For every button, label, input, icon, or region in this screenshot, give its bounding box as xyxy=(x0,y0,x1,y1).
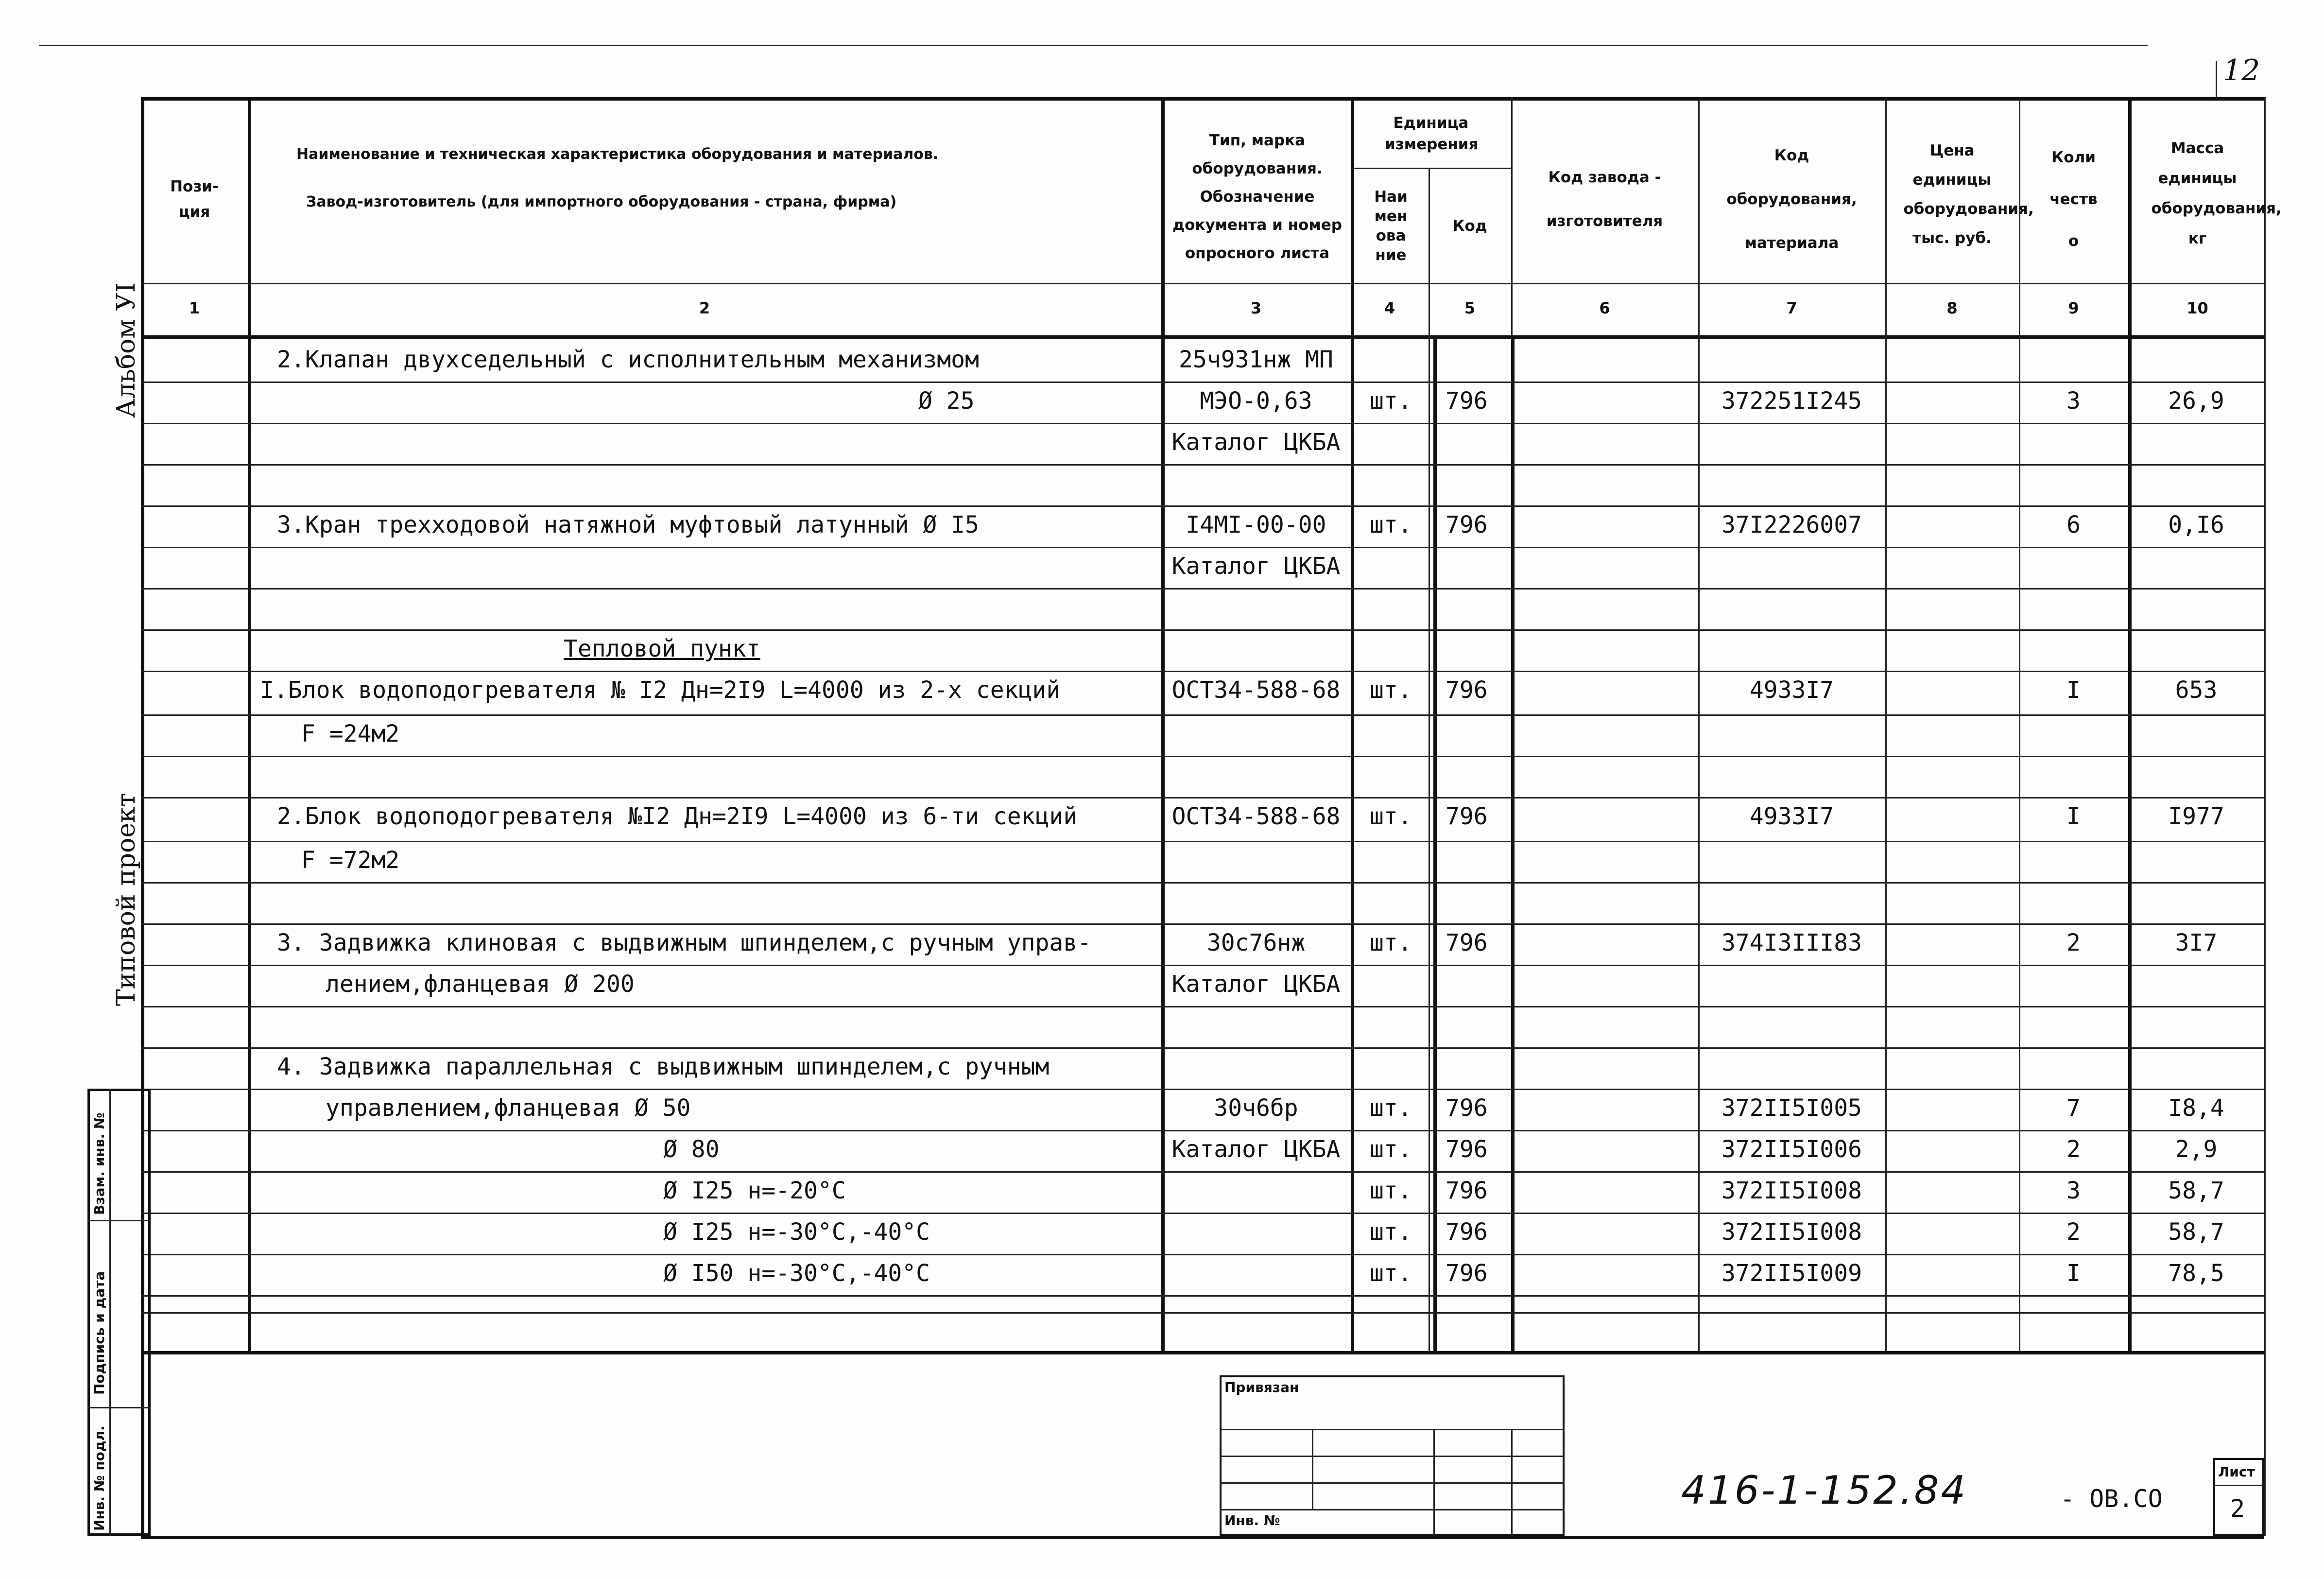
cell-material-code: 372II5I005 xyxy=(1721,1094,1862,1122)
cell-name: 3.Кран трехходовой натяжной муфтовый латунный Ø I5 xyxy=(277,511,979,538)
cell-type: Каталог ЦКБА xyxy=(1171,1136,1341,1163)
cell-unit-code: 796 xyxy=(1446,1218,1488,1246)
col-num-9: 9 xyxy=(2068,299,2079,317)
cell-quantity: 7 xyxy=(2066,1094,2081,1122)
cell-quantity: 3 xyxy=(2066,387,2081,415)
cell-name: лением,фланцевая Ø 200 xyxy=(326,971,635,998)
cell-quantity: 6 xyxy=(2066,511,2081,538)
privyazan-h1 xyxy=(1220,1429,1565,1430)
row-line xyxy=(141,923,2264,925)
left-stamp-hline-2 xyxy=(87,1407,151,1408)
cell-name: Ø I25 н=-20°С xyxy=(663,1177,846,1204)
cell-type: 30ч6бр xyxy=(1214,1094,1298,1122)
row-line xyxy=(141,1089,2264,1090)
col-num-3: 3 xyxy=(1250,299,1262,317)
header-unit-name xyxy=(1356,173,1426,279)
header-equip-code-text: Код оборудования, материала xyxy=(1726,147,1857,252)
header-price-text: Цена единицы оборудования, тыс. руб. xyxy=(1903,142,2034,247)
header-unit-code xyxy=(1431,173,1509,279)
cell-name: 4. Задвижка параллельная с выдвижным шпинделем,с ручным xyxy=(277,1053,1050,1080)
cell-mass: 3I7 xyxy=(2175,929,2218,956)
cell-unit: шт. xyxy=(1370,1136,1412,1163)
cell-unit: шт. xyxy=(1370,677,1412,704)
row-line xyxy=(141,797,2264,798)
cell-mass: 26,9 xyxy=(2168,387,2224,415)
table-right-border xyxy=(2264,97,2266,1536)
header-name-line1: Наименование и техническая характеристика оборудования и материалов. xyxy=(296,146,939,163)
privyazan-h2 xyxy=(1220,1456,1565,1457)
cell-type: ОСТ34-588-68 xyxy=(1171,803,1341,830)
cell-type: I4МI-00-00 xyxy=(1186,511,1326,538)
header-unit-code-text: Код xyxy=(1452,217,1487,235)
cell-unit-code: 796 xyxy=(1446,803,1488,830)
header-unit-name-text: Наименование xyxy=(1374,188,1408,264)
inv-no-label: Инв. № xyxy=(1224,1512,1280,1528)
cell-unit-code: 796 xyxy=(1446,387,1488,415)
stamp-signature-date: Подпись и дата xyxy=(91,1271,107,1395)
row-line xyxy=(141,464,2264,466)
cell-type: МЭО-0,63 xyxy=(1200,387,1312,415)
row-line xyxy=(141,841,2264,842)
cell-name: F =24м2 xyxy=(301,720,400,747)
header-unit-text: Единица измерения xyxy=(1385,114,1479,153)
cell-unit: шт. xyxy=(1370,387,1412,415)
cell-name: F =72м2 xyxy=(301,847,400,874)
header-name-line2: Завод-изготовитель (для импортного оборудования - страна, фирма) xyxy=(306,193,897,210)
page-number: 12 xyxy=(2223,53,2260,87)
cell-material-code: 4933I7 xyxy=(1749,803,1834,830)
cell-unit: шт. xyxy=(1370,803,1412,830)
row-line xyxy=(141,756,2264,757)
header-position-text: Пози- ция xyxy=(170,178,219,221)
cell-name: 3. Задвижка клиновая с выдвижным шпинделем,с ручным управ- xyxy=(277,929,1092,956)
col-divider-4 xyxy=(1429,168,1430,1351)
cell-mass: 653 xyxy=(2175,677,2218,704)
cell-quantity: 2 xyxy=(2066,929,2081,956)
cell-unit: шт. xyxy=(1370,929,1412,956)
cell-material-code: 374I3III83 xyxy=(1721,929,1862,956)
col-num-1: 1 xyxy=(189,299,200,317)
sheet-box-divider xyxy=(2213,1485,2264,1486)
cell-quantity: I xyxy=(2066,1260,2081,1287)
cell-type: Каталог ЦКБА xyxy=(1171,971,1341,998)
col-divider-3 xyxy=(1351,97,1354,1351)
header-equip-code xyxy=(1701,121,1883,277)
header-maker-code-text: Код завода - изготовителя xyxy=(1546,169,1663,230)
number-row-bottom-line xyxy=(141,335,2264,339)
cell-material-code: 372II5I008 xyxy=(1721,1177,1862,1204)
top-border-line xyxy=(39,45,2148,46)
sheet-label: Лист xyxy=(2218,1464,2255,1480)
table-top-border xyxy=(141,97,2264,101)
page-number-tick xyxy=(2216,61,2217,100)
col-num-8: 8 xyxy=(1946,299,1958,317)
row-line xyxy=(141,382,2264,383)
album-label: Альбом УІ xyxy=(112,282,141,418)
project-type-label: Типовой проект xyxy=(112,793,141,1006)
cell-name: Ø 25 xyxy=(918,387,975,415)
row-line xyxy=(141,588,2264,590)
cell-mass: I8,4 xyxy=(2168,1094,2224,1122)
cell-type: Каталог ЦКБА xyxy=(1171,429,1341,456)
cell-unit: шт. xyxy=(1370,1260,1412,1287)
header-qty-text: Количество xyxy=(2049,149,2098,250)
header-qty xyxy=(2021,121,2126,277)
col-num-6: 6 xyxy=(1599,299,1610,317)
cell-unit-code: 796 xyxy=(1446,1094,1488,1122)
table-bottom-border xyxy=(141,1536,2264,1539)
row-line xyxy=(141,1254,2264,1255)
stamp-inv-original: Инв. № подл. xyxy=(91,1425,107,1531)
col-divider-9 xyxy=(2128,97,2132,1351)
header-bottom-line xyxy=(141,283,2264,284)
body-box-left xyxy=(1433,335,1437,1351)
row-line xyxy=(141,714,2264,716)
body-bottom-line xyxy=(141,1351,2264,1354)
row-line xyxy=(141,547,2264,548)
header-price xyxy=(1888,112,2034,277)
row-line xyxy=(141,1171,2264,1173)
row-line xyxy=(141,423,2264,424)
col-num-5: 5 xyxy=(1464,299,1476,317)
cell-mass: 58,7 xyxy=(2168,1177,2224,1204)
col-divider-6 xyxy=(1698,97,1700,1351)
header-mass-text: Масса единицы оборудования, кг xyxy=(2151,139,2282,247)
cell-quantity: 3 xyxy=(2066,1177,2081,1204)
col-num-10: 10 xyxy=(2186,299,2208,317)
header-type-text: Тип, марка оборудования. Обозначение документа и номер опросного листа xyxy=(1172,132,1342,262)
cell-unit: шт. xyxy=(1370,1218,1412,1246)
cell-name: Ø I25 н=-30°С,-40°С xyxy=(663,1218,930,1246)
row-line xyxy=(141,1047,2264,1049)
col-divider-2 xyxy=(1161,97,1165,1351)
cell-unit-code: 796 xyxy=(1446,929,1488,956)
privyazan-v3 xyxy=(1511,1429,1513,1536)
left-stamp-divider xyxy=(109,1089,111,1536)
cell-type: Каталог ЦКБА xyxy=(1171,553,1341,580)
body-box-right xyxy=(1511,335,1515,1351)
cell-name: Ø I50 н=-30°С,-40°С xyxy=(663,1260,930,1287)
cell-mass: 2,9 xyxy=(2175,1136,2218,1163)
cell-unit-code: 796 xyxy=(1446,677,1488,704)
col-divider-1 xyxy=(248,97,251,1351)
privyazan-v2 xyxy=(1433,1429,1435,1536)
header-maker-code xyxy=(1514,121,1696,277)
cell-material-code: 37I2226007 xyxy=(1721,511,1862,538)
header-position xyxy=(143,126,245,272)
cell-name: 2.Блок водоподогревателя №I2 Дн=2I9 L=4000 из 6-ти секций xyxy=(277,803,1078,830)
cell-material-code: 4933I7 xyxy=(1749,677,1834,704)
header-type xyxy=(1169,112,1346,282)
privyazan-h4 xyxy=(1220,1509,1565,1510)
cell-mass: 0,I6 xyxy=(2168,511,2224,538)
privyazan-label: Привязан xyxy=(1224,1379,1299,1395)
sheet-number: 2 xyxy=(2230,1494,2245,1523)
row-line xyxy=(141,671,2264,672)
row-line xyxy=(141,505,2264,507)
cell-unit-code: 796 xyxy=(1446,1177,1488,1204)
cell-unit: шт. xyxy=(1370,1177,1412,1204)
row-line xyxy=(141,1006,2264,1007)
header-mass xyxy=(2133,109,2282,277)
cell-name: I.Блок водоподогревателя № I2 Дн=2I9 L=4000 из 2-х секций xyxy=(260,677,1061,704)
unit-split-line-2 xyxy=(1429,168,1511,169)
header-unit xyxy=(1356,102,1506,165)
cell-type: 30с76нж xyxy=(1206,929,1306,956)
row-line xyxy=(141,629,2264,631)
cell-mass: 58,7 xyxy=(2168,1218,2224,1246)
col-num-7: 7 xyxy=(1786,299,1797,317)
cell-name: Тепловой пункт xyxy=(564,635,760,662)
cell-quantity: I xyxy=(2066,803,2081,830)
cell-name: Ø 80 xyxy=(663,1136,720,1163)
row-line xyxy=(141,1130,2264,1131)
header-name xyxy=(253,126,1156,272)
cell-material-code: 372II5I008 xyxy=(1721,1218,1862,1246)
row-line xyxy=(141,965,2264,966)
cell-quantity: I xyxy=(2066,677,2081,704)
privyazan-v1 xyxy=(1312,1429,1313,1509)
cell-type: ОСТ34-588-68 xyxy=(1171,677,1341,704)
col-divider-8 xyxy=(2019,97,2020,1351)
cell-type: 25ч931нж МП xyxy=(1179,346,1333,373)
doc-number: 416-1-152.84 xyxy=(1681,1468,1968,1513)
cell-quantity: 2 xyxy=(2066,1218,2081,1246)
cell-quantity: 2 xyxy=(2066,1136,2081,1163)
doc-suffix: - ОВ.СО xyxy=(2060,1485,2163,1513)
stamp-replace-inv: Взам. инв. № xyxy=(91,1112,107,1215)
cell-mass: 78,5 xyxy=(2168,1260,2224,1287)
col-divider-7 xyxy=(1885,97,1887,1351)
cell-unit-code: 796 xyxy=(1446,1136,1488,1163)
cell-unit: шт. xyxy=(1370,511,1412,538)
cell-mass: I977 xyxy=(2168,803,2224,830)
left-stamp-hline-1 xyxy=(87,1220,151,1221)
row-line xyxy=(141,882,2264,884)
cell-unit-code: 796 xyxy=(1446,511,1488,538)
cell-name: 2.Клапан двухседельный с исполнительным механизмом xyxy=(277,346,979,373)
row-line xyxy=(141,1295,2264,1297)
privyazan-h3 xyxy=(1220,1482,1565,1484)
cell-name: управлением,фланцевая Ø 50 xyxy=(326,1094,691,1122)
cell-unit-code: 796 xyxy=(1446,1260,1488,1287)
row-line xyxy=(141,1213,2264,1214)
col-num-2: 2 xyxy=(699,299,710,317)
unit-split-line xyxy=(1351,168,1429,169)
row-line xyxy=(141,1312,2264,1314)
cell-material-code: 372II5I009 xyxy=(1721,1260,1862,1287)
cell-material-code: 372II5I006 xyxy=(1721,1136,1862,1163)
cell-material-code: 372251I245 xyxy=(1721,387,1862,415)
cell-unit: шт. xyxy=(1370,1094,1412,1122)
col-num-4: 4 xyxy=(1384,299,1395,317)
